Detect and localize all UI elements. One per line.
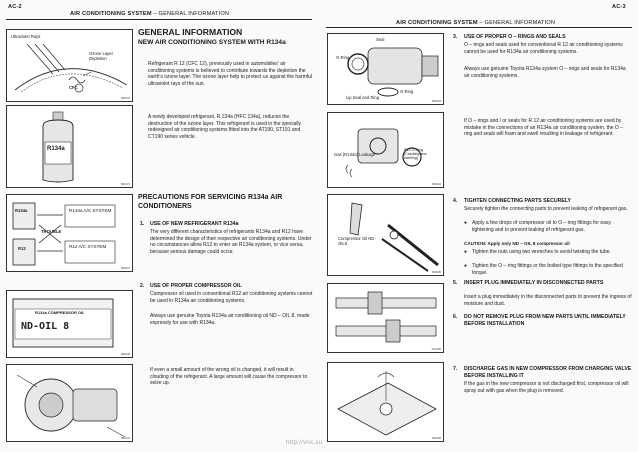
item-4-number: 4. bbox=[453, 198, 458, 204]
cross-label-trouble: TROUBLE bbox=[41, 229, 62, 234]
can-figure bbox=[6, 105, 133, 188]
oring-label-lip: Lip Seal and Ring bbox=[346, 95, 380, 100]
compressor-illustration bbox=[7, 365, 133, 442]
fitting-figure bbox=[327, 194, 444, 276]
can-figure-number: N00174 bbox=[120, 183, 130, 186]
leak-figure bbox=[327, 112, 444, 188]
item-4-bullet-3: Tighten the O – ring fittings or the bolted type fittings to the specified torque. bbox=[472, 263, 623, 276]
oring-label-seal: Seal bbox=[376, 37, 385, 42]
oil-figure bbox=[6, 290, 133, 358]
running-head-right-sub: – GENERAL INFORMATION bbox=[479, 20, 556, 26]
oring-label-oring-1: O-Ring bbox=[336, 55, 350, 60]
item-7-number: 7. bbox=[453, 366, 458, 372]
running-head-left bbox=[70, 11, 229, 17]
running-head-left-title: AIR CONDITIONING SYSTEM bbox=[70, 11, 152, 17]
item-7-text: If the gas in the new compressor is not discharged first, compressor oil will spray out with gas when the plug is removed. bbox=[464, 381, 629, 394]
item-5-text: Insert a plug immediately in the disconnected parts to prevent the ingress of moisture and dust. bbox=[464, 294, 632, 307]
oring-figure-number: N00133 bbox=[431, 100, 441, 103]
item-1-number: 1. bbox=[140, 221, 145, 227]
wrench-illustration bbox=[328, 284, 444, 353]
oil-figure-number: N00128 bbox=[120, 353, 130, 356]
item-4-text: Securely tighten the connecting parts to prevent leaking of refrigerant gas. bbox=[464, 206, 628, 212]
compressor-figure-number: N00131 bbox=[120, 437, 130, 440]
general-para-2: A newly developed refrigerant, R 134a (HFC 134a), reduces the destruction of the ozone layer. This refrigerant is used in the specially redesigned air conditioning systems fitted into the AT190, ST191 and CT190 series vehicle. bbox=[148, 114, 302, 140]
item-2-text-1: Compressor oil used in conventional R12 air conditioning systems cannot be used in R134a air conditioning systems. bbox=[150, 291, 313, 304]
cross-label-sys1: R134a A/C SYSTEM bbox=[69, 208, 112, 213]
leak-label-gas: Gas (R134a) Leakage bbox=[334, 152, 376, 157]
tighten-figure-number: AC1006 bbox=[431, 348, 441, 351]
cross-label-sys2: R12 A/C SYSTEM bbox=[69, 244, 107, 249]
cross-figure-number: N00127 bbox=[120, 267, 130, 270]
item-7-title: DISCHARGE GAS IN NEW COMPRESSOR FROM CHARGING VALVE BEFORE INSTALLING IT bbox=[464, 366, 632, 379]
ozone-figure-number: N00137 bbox=[120, 97, 130, 100]
item-4-caution: CAUTION: Apply only ND – OIL 8 compressor oil bbox=[464, 241, 570, 246]
bullet-icon: ● bbox=[464, 249, 468, 255]
oil-label-top: R134a COMPRESSOR OIL bbox=[35, 310, 85, 315]
cross-contamination-illustration bbox=[7, 195, 133, 272]
item-1-text: The very different characteristics of refrigerants R134a and R12 have determined the design of their respective air conditioning systems. Under no circumstances allow R12 to enter an R134a system, or vice versa, because serious damage could occur. bbox=[150, 229, 312, 255]
item-2-title: USE OF PROPER COMPRESSOR OIL bbox=[150, 283, 242, 289]
bullet-icon: ● bbox=[464, 220, 468, 226]
ozone-label-rays: Ultraviolet Rays bbox=[11, 34, 41, 39]
discharge-figure-number: N00136 bbox=[431, 437, 441, 440]
cross-label-r134: R134a bbox=[15, 208, 28, 213]
page-number-right: AC-3 bbox=[612, 4, 626, 10]
item-6-title: DO NOT REMOVE PLUG FROM NEW PARTS UNTIL IMMEDIATELY BEFORE INSTALLATION bbox=[464, 314, 626, 327]
item-6-number: 6. bbox=[453, 314, 458, 320]
item-5-number: 5. bbox=[453, 280, 458, 286]
item-2-note: If even a small amount of the wrong oil is changed, it will result in clouding of the refrigerant. A large amount will cause the compressor to seize up. bbox=[150, 367, 308, 387]
header-rule-right bbox=[326, 27, 632, 28]
item-3-title: USE OF PROPER O – RINGS AND SEALS bbox=[464, 34, 566, 40]
oring-figure bbox=[327, 33, 444, 105]
item-3-text-1: O – rings and seals used for conventional R 12 air conditioning systems cannot be used for R134a air conditioning systems. bbox=[464, 42, 623, 55]
item-3-number: 3. bbox=[453, 34, 458, 40]
general-title: GENERAL INFORMATION bbox=[138, 27, 243, 37]
oring-label-oring-2: O-Ring bbox=[400, 89, 414, 94]
leak-label-r12: R12 O-Ring (Cracking and swelling) bbox=[404, 148, 427, 160]
discharge-illustration bbox=[328, 363, 444, 442]
fitting-figure-number: N00135 bbox=[431, 271, 441, 274]
page-number-left: AC-2 bbox=[8, 4, 22, 10]
watermark: http://vnx.su bbox=[286, 440, 323, 446]
refrigerant-can-illustration bbox=[7, 106, 133, 188]
item-4-bullet-2: Tighten the nuts using two wrenches to avoid twisting the tube. bbox=[472, 249, 611, 255]
item-5-title: INSERT PLUG IMMEDIATELY IN DISCONNECTED PARTS bbox=[464, 280, 604, 286]
can-label: R134a bbox=[47, 146, 65, 152]
ozone-label-cfc: CFC bbox=[69, 85, 78, 90]
general-subtitle: NEW AIR CONDITIONING SYSTEM WITH R134a bbox=[138, 39, 286, 46]
precautions-title: PRECAUTIONS FOR SERVICING R134a AIR CONDITIONERS bbox=[138, 194, 283, 210]
ozone-label-layer: Ozone Layer Depletion bbox=[89, 51, 113, 61]
item-2-text-2: Always use genuine Toyota R134a air conditioning oil ND – OIL 8, made expressly for use with R134a. bbox=[150, 313, 310, 326]
cross-label-r12: R12 bbox=[18, 246, 26, 251]
running-head-right bbox=[396, 20, 555, 26]
item-3-text-2: Always use genuine Toyota R134a system O – rings and seals for R134a air conditioning systems. bbox=[464, 66, 626, 79]
item-4-bullet-1: Apply a few drops of compressor oil to O – ring fittings for easy tightening and to prevent leaking of refrigerant gas. bbox=[472, 220, 611, 233]
running-head-right-title: AIR CONDITIONING SYSTEM bbox=[396, 20, 478, 26]
ozone-illustration bbox=[7, 30, 133, 102]
running-head-left-sub: – GENERAL INFORMATION bbox=[153, 11, 230, 17]
item-3-note: If O – rings and / or seals for R 12 air conditioning systems are used by mistake in the connections of an R134a air conditioning system, the O – ring and seals will foam and swell resulting in leakage of refrigerant. bbox=[464, 118, 623, 138]
tighten-figure bbox=[327, 283, 444, 353]
leak-figure-number: N00134 bbox=[431, 183, 441, 186]
header-rule-left bbox=[6, 19, 312, 20]
fitting-label: Compressor Oil ND-OIL8 bbox=[338, 236, 376, 246]
item-4-title: TIGHTEN CONNECTING PARTS SECURELY bbox=[464, 198, 571, 204]
ozone-figure bbox=[6, 29, 133, 102]
bullet-icon: ● bbox=[464, 263, 468, 269]
general-para-1: Refrigerant R 12 (CFC 12), previously used in automobiles' air conditioning systems is believed to contribute towards the depletion the earth's ozone layer. The ozone layer help to protect us against the harmful ultraviolet rays of the sun. bbox=[148, 61, 313, 87]
item-1-title: USE OF NEW REFRIGERANT R134a bbox=[150, 221, 239, 227]
discharge-figure bbox=[327, 362, 444, 442]
oil-label-brand: ND-OIL 8 bbox=[21, 321, 70, 332]
compressor-figure bbox=[6, 364, 133, 442]
cross-figure bbox=[6, 194, 133, 272]
item-2-number: 2. bbox=[140, 283, 145, 289]
